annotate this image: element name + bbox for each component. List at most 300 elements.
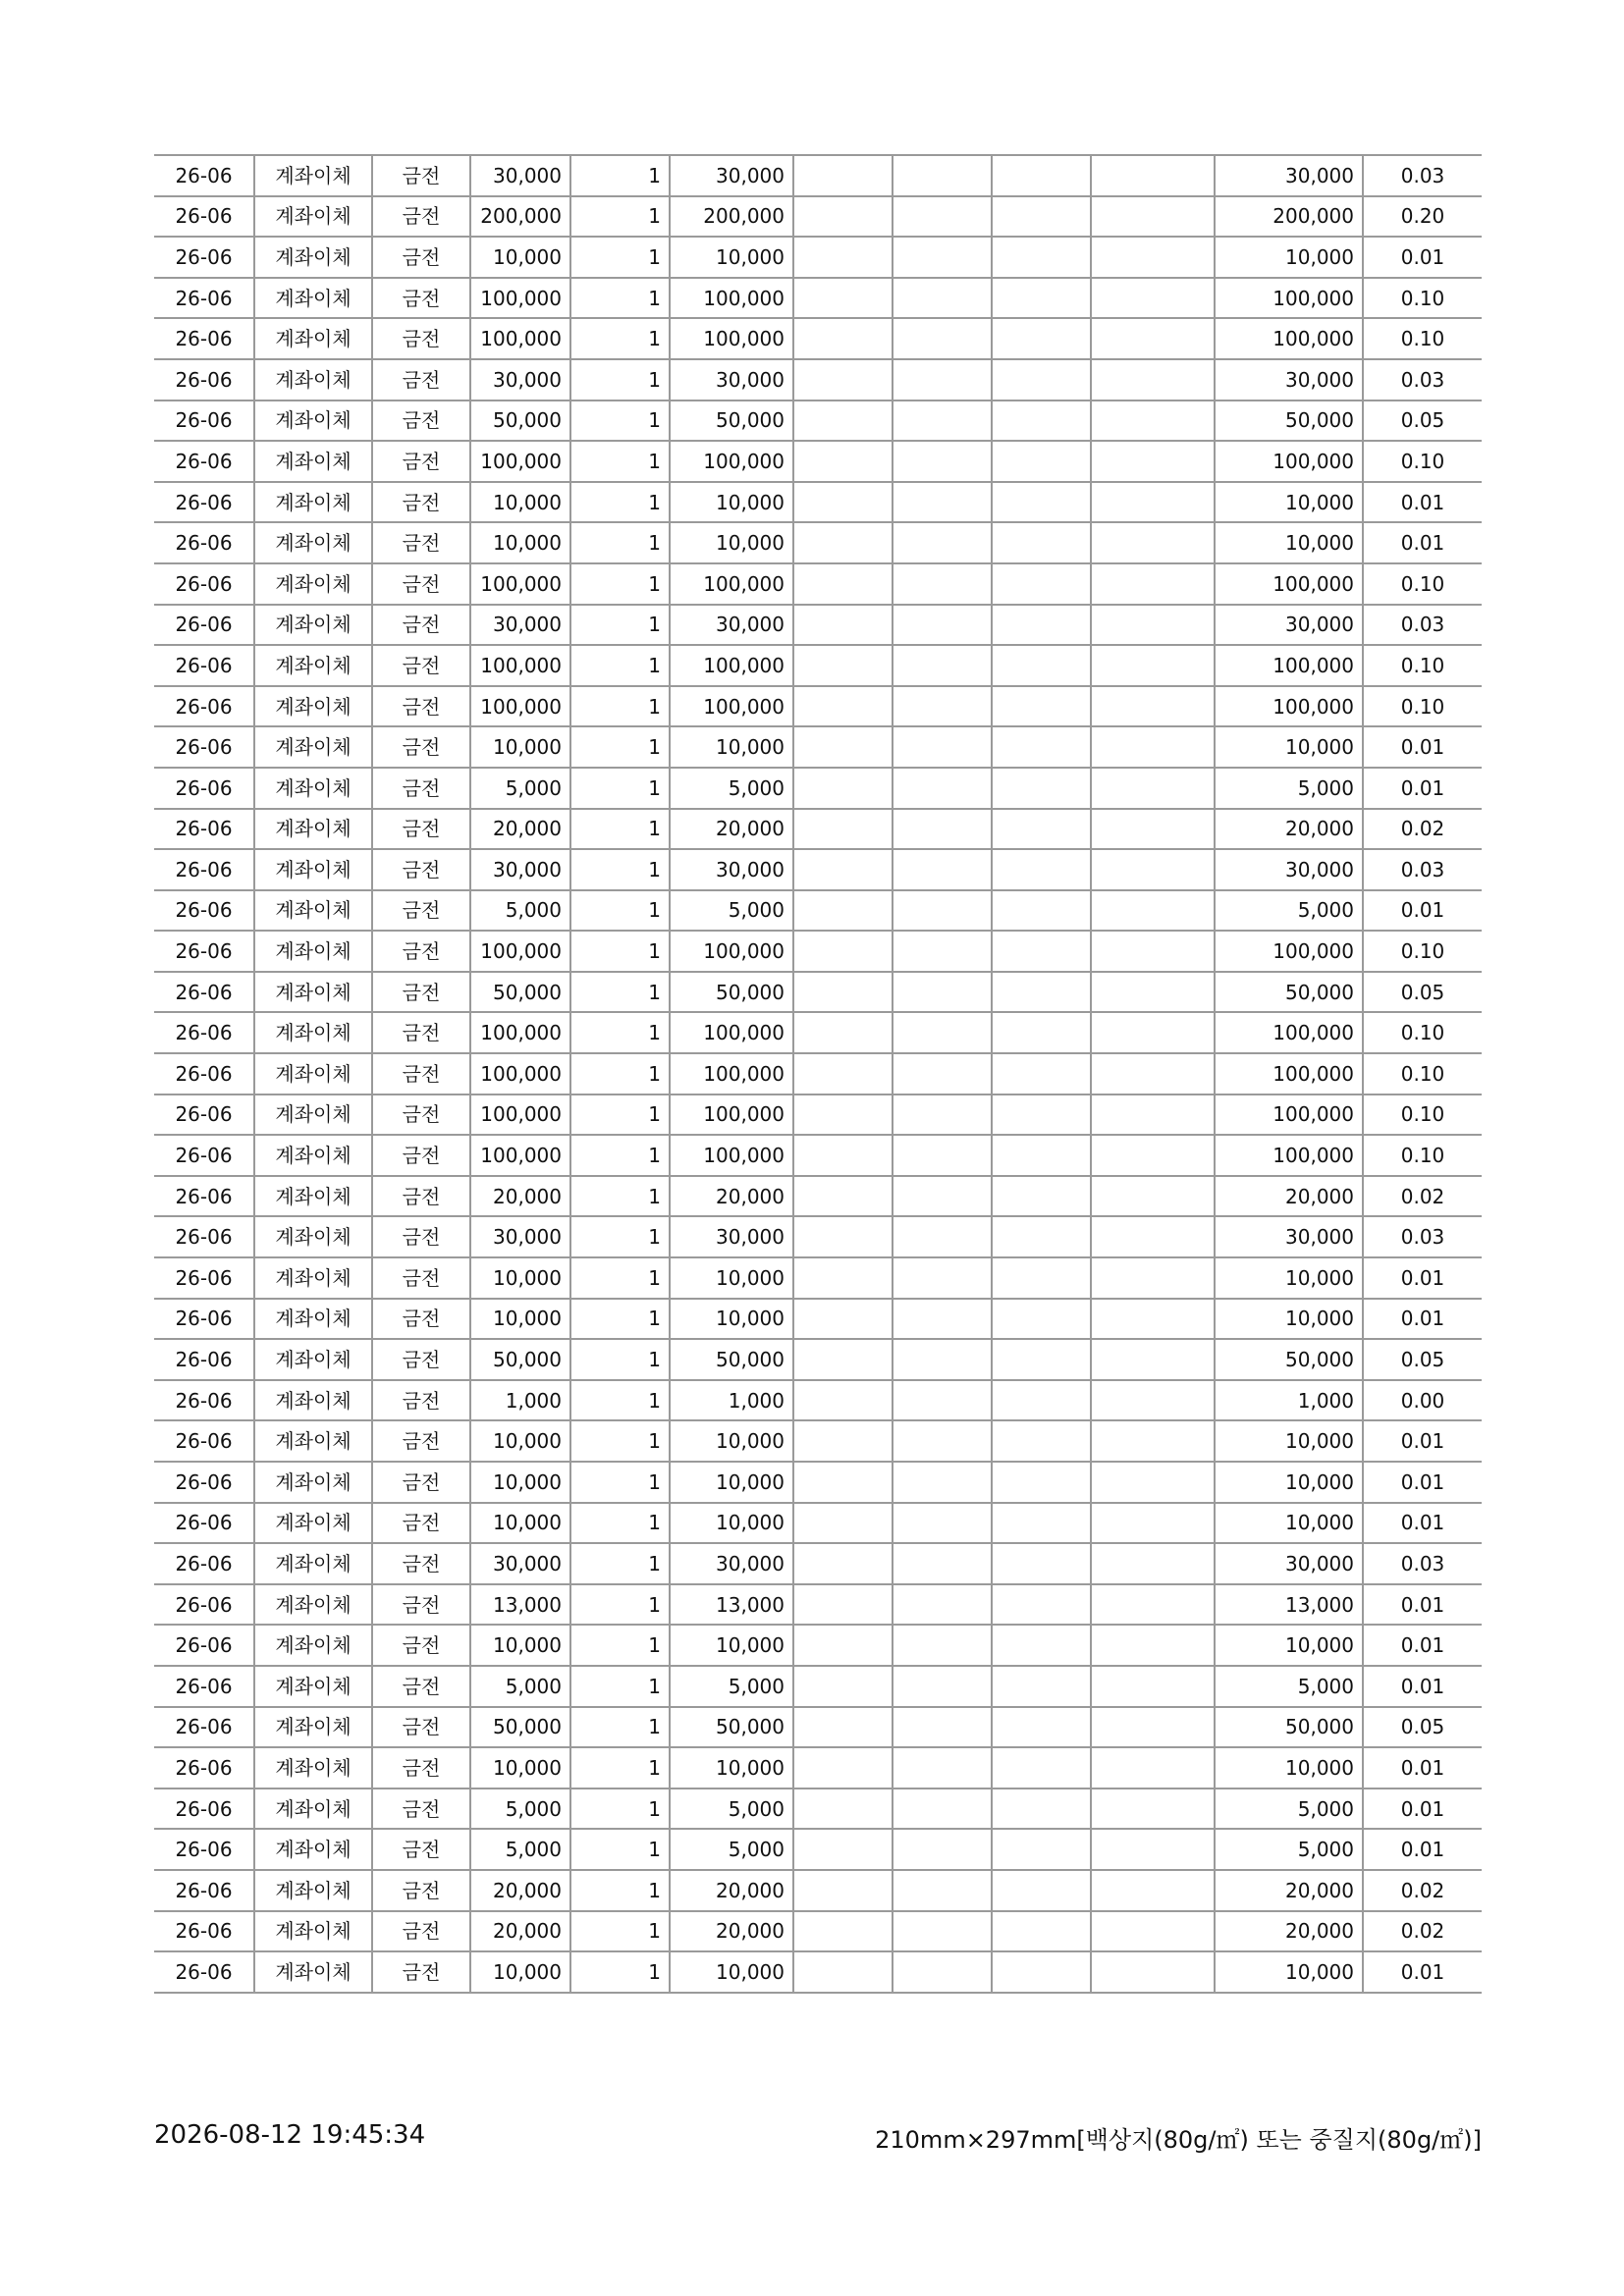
cell-amount: 50,000: [470, 1707, 570, 1748]
cell-ratio: 0.01: [1363, 237, 1482, 278]
cell-blank-1: [793, 1095, 893, 1136]
cell-subtotal: 20,000: [670, 1870, 793, 1911]
cell-total: 30,000: [1215, 849, 1363, 890]
cell-date: 26-06: [154, 1789, 254, 1830]
cell-quantity: 1: [570, 1829, 670, 1870]
cell-method: 계좌이체: [254, 1789, 372, 1830]
cell-ratio: 0.01: [1363, 1829, 1482, 1870]
cell-date: 26-06: [154, 196, 254, 238]
cell-subtotal: 200,000: [670, 196, 793, 238]
cell-blank-3: [992, 1380, 1091, 1421]
cell-type: 금전: [372, 441, 470, 482]
cell-method: 계좌이체: [254, 1911, 372, 1952]
cell-date: 26-06: [154, 1339, 254, 1380]
cell-blank-3: [992, 605, 1091, 646]
cell-type: 금전: [372, 1543, 470, 1584]
cell-amount: 20,000: [470, 1870, 570, 1911]
cell-method: 계좌이체: [254, 1216, 372, 1257]
cell-blank-1: [793, 1584, 893, 1626]
cell-amount: 100,000: [470, 931, 570, 972]
cell-quantity: 1: [570, 1339, 670, 1380]
cell-amount: 20,000: [470, 809, 570, 850]
cell-quantity: 1: [570, 1380, 670, 1421]
cell-blank-2: [893, 522, 992, 563]
cell-subtotal: 30,000: [670, 359, 793, 400]
cell-blank-1: [793, 318, 893, 359]
cell-method: 계좌이체: [254, 1135, 372, 1176]
cell-method: 계좌이체: [254, 522, 372, 563]
cell-total: 20,000: [1215, 1911, 1363, 1952]
cell-blank-4: [1091, 605, 1215, 646]
cell-subtotal: 13,000: [670, 1584, 793, 1626]
cell-date: 26-06: [154, 726, 254, 768]
table-row: [154, 1870, 1482, 1911]
cell-ratio: 0.01: [1363, 1420, 1482, 1462]
table-row: [154, 1503, 1482, 1544]
cell-amount: 30,000: [470, 1543, 570, 1584]
cell-blank-4: [1091, 768, 1215, 809]
table-row: [154, 1053, 1482, 1095]
cell-total: 5,000: [1215, 1829, 1363, 1870]
cell-total: 100,000: [1215, 318, 1363, 359]
cell-total: 100,000: [1215, 1135, 1363, 1176]
cell-total: 100,000: [1215, 1012, 1363, 1053]
cell-blank-1: [793, 522, 893, 563]
cell-method: 계좌이체: [254, 1095, 372, 1136]
cell-quantity: 1: [570, 1584, 670, 1626]
cell-type: 금전: [372, 1216, 470, 1257]
cell-quantity: 1: [570, 155, 670, 196]
cell-date: 26-06: [154, 1503, 254, 1544]
cell-quantity: 1: [570, 1625, 670, 1666]
cell-subtotal: 10,000: [670, 1503, 793, 1544]
cell-blank-1: [793, 809, 893, 850]
cell-blank-4: [1091, 1012, 1215, 1053]
cell-date: 26-06: [154, 1870, 254, 1911]
cell-ratio: 0.01: [1363, 1257, 1482, 1299]
cell-method: 계좌이체: [254, 605, 372, 646]
cell-total: 10,000: [1215, 1951, 1363, 1993]
cell-total: 5,000: [1215, 768, 1363, 809]
cell-subtotal: 10,000: [670, 1420, 793, 1462]
cell-date: 26-06: [154, 522, 254, 563]
cell-blank-4: [1091, 563, 1215, 605]
cell-subtotal: 30,000: [670, 849, 793, 890]
cell-quantity: 1: [570, 1135, 670, 1176]
cell-blank-1: [793, 482, 893, 523]
cell-blank-1: [793, 1911, 893, 1952]
cell-ratio: 0.01: [1363, 482, 1482, 523]
ledger-body: [154, 155, 1482, 1993]
cell-amount: 50,000: [470, 972, 570, 1013]
cell-blank-4: [1091, 1829, 1215, 1870]
cell-method: 계좌이체: [254, 1299, 372, 1340]
cell-subtotal: 30,000: [670, 605, 793, 646]
cell-total: 20,000: [1215, 1870, 1363, 1911]
cell-amount: 20,000: [470, 1176, 570, 1217]
cell-method: 계좌이체: [254, 645, 372, 686]
cell-total: 10,000: [1215, 1747, 1363, 1789]
cell-blank-3: [992, 931, 1091, 972]
cell-blank-4: [1091, 1176, 1215, 1217]
cell-blank-2: [893, 890, 992, 932]
cell-date: 26-06: [154, 1584, 254, 1626]
table-row: [154, 441, 1482, 482]
cell-amount: 20,000: [470, 1911, 570, 1952]
cell-quantity: 1: [570, 931, 670, 972]
cell-ratio: 0.10: [1363, 645, 1482, 686]
cell-blank-1: [793, 1420, 893, 1462]
cell-ratio: 0.10: [1363, 1095, 1482, 1136]
cell-total: 50,000: [1215, 972, 1363, 1013]
cell-amount: 10,000: [470, 1299, 570, 1340]
cell-ratio: 0.03: [1363, 849, 1482, 890]
cell-blank-2: [893, 237, 992, 278]
cell-total: 10,000: [1215, 522, 1363, 563]
table-row: [154, 890, 1482, 932]
cell-subtotal: 100,000: [670, 645, 793, 686]
cell-blank-2: [893, 1176, 992, 1217]
cell-type: 금전: [372, 1299, 470, 1340]
cell-blank-3: [992, 1095, 1091, 1136]
cell-ratio: 0.05: [1363, 1707, 1482, 1748]
cell-type: 금전: [372, 400, 470, 442]
cell-blank-3: [992, 1012, 1091, 1053]
cell-total: 100,000: [1215, 563, 1363, 605]
cell-blank-4: [1091, 1707, 1215, 1748]
cell-method: 계좌이체: [254, 1625, 372, 1666]
cell-blank-2: [893, 1135, 992, 1176]
cell-amount: 10,000: [470, 1503, 570, 1544]
cell-blank-4: [1091, 155, 1215, 196]
cell-total: 100,000: [1215, 441, 1363, 482]
cell-total: 1,000: [1215, 1380, 1363, 1421]
cell-total: 10,000: [1215, 726, 1363, 768]
cell-ratio: 0.01: [1363, 726, 1482, 768]
cell-blank-1: [793, 1135, 893, 1176]
cell-ratio: 0.10: [1363, 1135, 1482, 1176]
cell-blank-4: [1091, 1911, 1215, 1952]
cell-type: 금전: [372, 1625, 470, 1666]
cell-blank-2: [893, 645, 992, 686]
cell-blank-4: [1091, 972, 1215, 1013]
cell-blank-4: [1091, 1257, 1215, 1299]
cell-ratio: 0.01: [1363, 522, 1482, 563]
cell-amount: 10,000: [470, 522, 570, 563]
table-row: [154, 1339, 1482, 1380]
cell-blank-1: [793, 1012, 893, 1053]
cell-quantity: 1: [570, 1503, 670, 1544]
cell-type: 금전: [372, 1789, 470, 1830]
cell-blank-4: [1091, 1503, 1215, 1544]
cell-date: 26-06: [154, 400, 254, 442]
cell-blank-4: [1091, 237, 1215, 278]
cell-date: 26-06: [154, 931, 254, 972]
cell-date: 26-06: [154, 155, 254, 196]
cell-type: 금전: [372, 1503, 470, 1544]
cell-blank-4: [1091, 1747, 1215, 1789]
cell-amount: 10,000: [470, 1257, 570, 1299]
cell-total: 5,000: [1215, 1666, 1363, 1707]
cell-blank-3: [992, 441, 1091, 482]
cell-date: 26-06: [154, 1380, 254, 1421]
cell-blank-2: [893, 1095, 992, 1136]
cell-blank-4: [1091, 1462, 1215, 1503]
cell-total: 5,000: [1215, 1789, 1363, 1830]
cell-blank-1: [793, 1666, 893, 1707]
cell-subtotal: 5,000: [670, 1829, 793, 1870]
cell-method: 계좌이체: [254, 890, 372, 932]
cell-amount: 100,000: [470, 1095, 570, 1136]
cell-blank-2: [893, 1584, 992, 1626]
cell-blank-2: [893, 196, 992, 238]
cell-subtotal: 10,000: [670, 1462, 793, 1503]
cell-type: 금전: [372, 1951, 470, 1993]
cell-total: 30,000: [1215, 605, 1363, 646]
cell-blank-3: [992, 849, 1091, 890]
cell-blank-3: [992, 482, 1091, 523]
table-row: [154, 972, 1482, 1013]
cell-blank-4: [1091, 482, 1215, 523]
table-row: [154, 931, 1482, 972]
cell-blank-2: [893, 1747, 992, 1789]
cell-blank-1: [793, 1216, 893, 1257]
cell-method: 계좌이체: [254, 1707, 372, 1748]
cell-method: 계좌이체: [254, 1053, 372, 1095]
cell-quantity: 1: [570, 1299, 670, 1340]
cell-method: 계좌이체: [254, 686, 372, 727]
cell-date: 26-06: [154, 237, 254, 278]
cell-blank-1: [793, 1789, 893, 1830]
cell-quantity: 1: [570, 1053, 670, 1095]
cell-subtotal: 100,000: [670, 1053, 793, 1095]
cell-ratio: 0.10: [1363, 1012, 1482, 1053]
cell-method: 계좌이체: [254, 1666, 372, 1707]
cell-subtotal: 100,000: [670, 1012, 793, 1053]
table-row: [154, 1135, 1482, 1176]
cell-blank-1: [793, 1829, 893, 1870]
cell-blank-2: [893, 482, 992, 523]
cell-blank-1: [793, 441, 893, 482]
cell-total: 10,000: [1215, 237, 1363, 278]
cell-subtotal: 10,000: [670, 482, 793, 523]
cell-blank-2: [893, 809, 992, 850]
cell-blank-1: [793, 686, 893, 727]
cell-subtotal: 10,000: [670, 1299, 793, 1340]
cell-method: 계좌이체: [254, 809, 372, 850]
cell-subtotal: 100,000: [670, 686, 793, 727]
table-row: [154, 1216, 1482, 1257]
cell-total: 100,000: [1215, 1095, 1363, 1136]
table-row: [154, 1380, 1482, 1421]
cell-ratio: 0.01: [1363, 1299, 1482, 1340]
cell-quantity: 1: [570, 890, 670, 932]
table-row: [154, 563, 1482, 605]
cell-blank-4: [1091, 726, 1215, 768]
cell-ratio: 0.10: [1363, 931, 1482, 972]
cell-amount: 5,000: [470, 890, 570, 932]
cell-ratio: 0.05: [1363, 972, 1482, 1013]
cell-blank-1: [793, 972, 893, 1013]
cell-amount: 10,000: [470, 1747, 570, 1789]
cell-ratio: 0.01: [1363, 1666, 1482, 1707]
cell-quantity: 1: [570, 237, 670, 278]
cell-method: 계좌이체: [254, 1012, 372, 1053]
cell-blank-3: [992, 1462, 1091, 1503]
cell-total: 10,000: [1215, 1420, 1363, 1462]
cell-date: 26-06: [154, 1747, 254, 1789]
cell-blank-4: [1091, 1951, 1215, 1993]
table-row: [154, 645, 1482, 686]
table-row: [154, 1951, 1482, 1993]
cell-blank-1: [793, 931, 893, 972]
cell-quantity: 1: [570, 1543, 670, 1584]
cell-blank-4: [1091, 318, 1215, 359]
cell-subtotal: 10,000: [670, 1747, 793, 1789]
table-row: [154, 1095, 1482, 1136]
cell-quantity: 1: [570, 1420, 670, 1462]
table-row: [154, 686, 1482, 727]
cell-type: 금전: [372, 1747, 470, 1789]
cell-quantity: 1: [570, 278, 670, 319]
cell-blank-4: [1091, 1339, 1215, 1380]
cell-blank-1: [793, 400, 893, 442]
cell-ratio: 0.05: [1363, 1339, 1482, 1380]
cell-type: 금전: [372, 1829, 470, 1870]
cell-date: 26-06: [154, 1707, 254, 1748]
table-row: [154, 1543, 1482, 1584]
cell-blank-2: [893, 605, 992, 646]
cell-method: 계좌이체: [254, 441, 372, 482]
table-row: [154, 1176, 1482, 1217]
cell-amount: 100,000: [470, 563, 570, 605]
cell-quantity: 1: [570, 1012, 670, 1053]
cell-blank-1: [793, 890, 893, 932]
cell-blank-1: [793, 1339, 893, 1380]
cell-quantity: 1: [570, 563, 670, 605]
cell-blank-4: [1091, 1789, 1215, 1830]
cell-blank-4: [1091, 890, 1215, 932]
table-row: [154, 1420, 1482, 1462]
cell-blank-3: [992, 1420, 1091, 1462]
cell-blank-1: [793, 849, 893, 890]
cell-blank-3: [992, 1339, 1091, 1380]
cell-total: 20,000: [1215, 1176, 1363, 1217]
cell-blank-3: [992, 1543, 1091, 1584]
cell-blank-3: [992, 1666, 1091, 1707]
cell-blank-1: [793, 237, 893, 278]
cell-total: 10,000: [1215, 1503, 1363, 1544]
cell-blank-4: [1091, 1053, 1215, 1095]
cell-method: 계좌이체: [254, 482, 372, 523]
cell-blank-1: [793, 1543, 893, 1584]
cell-quantity: 1: [570, 1176, 670, 1217]
cell-blank-3: [992, 1870, 1091, 1911]
cell-blank-2: [893, 1053, 992, 1095]
cell-amount: 100,000: [470, 686, 570, 727]
cell-ratio: 0.01: [1363, 1747, 1482, 1789]
cell-ratio: 0.10: [1363, 441, 1482, 482]
cell-quantity: 1: [570, 605, 670, 646]
cell-blank-1: [793, 196, 893, 238]
cell-type: 금전: [372, 1420, 470, 1462]
cell-type: 금전: [372, 605, 470, 646]
table-row: [154, 359, 1482, 400]
cell-blank-2: [893, 1951, 992, 1993]
cell-blank-2: [893, 972, 992, 1013]
cell-method: 계좌이체: [254, 278, 372, 319]
cell-method: 계좌이체: [254, 726, 372, 768]
cell-amount: 100,000: [470, 441, 570, 482]
cell-subtotal: 50,000: [670, 972, 793, 1013]
cell-total: 30,000: [1215, 1216, 1363, 1257]
cell-method: 계좌이체: [254, 196, 372, 238]
cell-blank-3: [992, 1053, 1091, 1095]
cell-subtotal: 100,000: [670, 1135, 793, 1176]
table-row: [154, 155, 1482, 196]
cell-blank-3: [992, 1216, 1091, 1257]
cell-date: 26-06: [154, 1420, 254, 1462]
cell-date: 26-06: [154, 563, 254, 605]
cell-subtotal: 20,000: [670, 1176, 793, 1217]
cell-blank-1: [793, 1053, 893, 1095]
cell-quantity: 1: [570, 726, 670, 768]
cell-amount: 13,000: [470, 1584, 570, 1626]
cell-type: 금전: [372, 645, 470, 686]
cell-quantity: 1: [570, 522, 670, 563]
table-row: [154, 278, 1482, 319]
cell-blank-4: [1091, 1625, 1215, 1666]
cell-blank-3: [992, 972, 1091, 1013]
cell-blank-4: [1091, 686, 1215, 727]
cell-amount: 5,000: [470, 768, 570, 809]
cell-type: 금전: [372, 237, 470, 278]
cell-quantity: 1: [570, 809, 670, 850]
cell-blank-2: [893, 563, 992, 605]
cell-blank-3: [992, 400, 1091, 442]
cell-total: 50,000: [1215, 400, 1363, 442]
cell-blank-2: [893, 849, 992, 890]
cell-date: 26-06: [154, 1951, 254, 1993]
cell-date: 26-06: [154, 768, 254, 809]
cell-total: 30,000: [1215, 155, 1363, 196]
cell-blank-1: [793, 1299, 893, 1340]
cell-amount: 1,000: [470, 1380, 570, 1421]
cell-type: 금전: [372, 1095, 470, 1136]
cell-type: 금전: [372, 522, 470, 563]
cell-blank-2: [893, 1625, 992, 1666]
cell-total: 100,000: [1215, 686, 1363, 727]
cell-blank-4: [1091, 1135, 1215, 1176]
cell-blank-1: [793, 359, 893, 400]
cell-blank-4: [1091, 1420, 1215, 1462]
cell-type: 금전: [372, 1339, 470, 1380]
cell-blank-2: [893, 686, 992, 727]
cell-amount: 10,000: [470, 1462, 570, 1503]
cell-blank-2: [893, 1870, 992, 1911]
cell-method: 계좌이체: [254, 1462, 372, 1503]
cell-subtotal: 10,000: [670, 726, 793, 768]
cell-date: 26-06: [154, 1911, 254, 1952]
cell-date: 26-06: [154, 1257, 254, 1299]
cell-blank-2: [893, 1543, 992, 1584]
cell-quantity: 1: [570, 972, 670, 1013]
cell-subtotal: 100,000: [670, 318, 793, 359]
cell-blank-4: [1091, 931, 1215, 972]
cell-total: 20,000: [1215, 809, 1363, 850]
cell-blank-4: [1091, 1299, 1215, 1340]
cell-type: 금전: [372, 1380, 470, 1421]
